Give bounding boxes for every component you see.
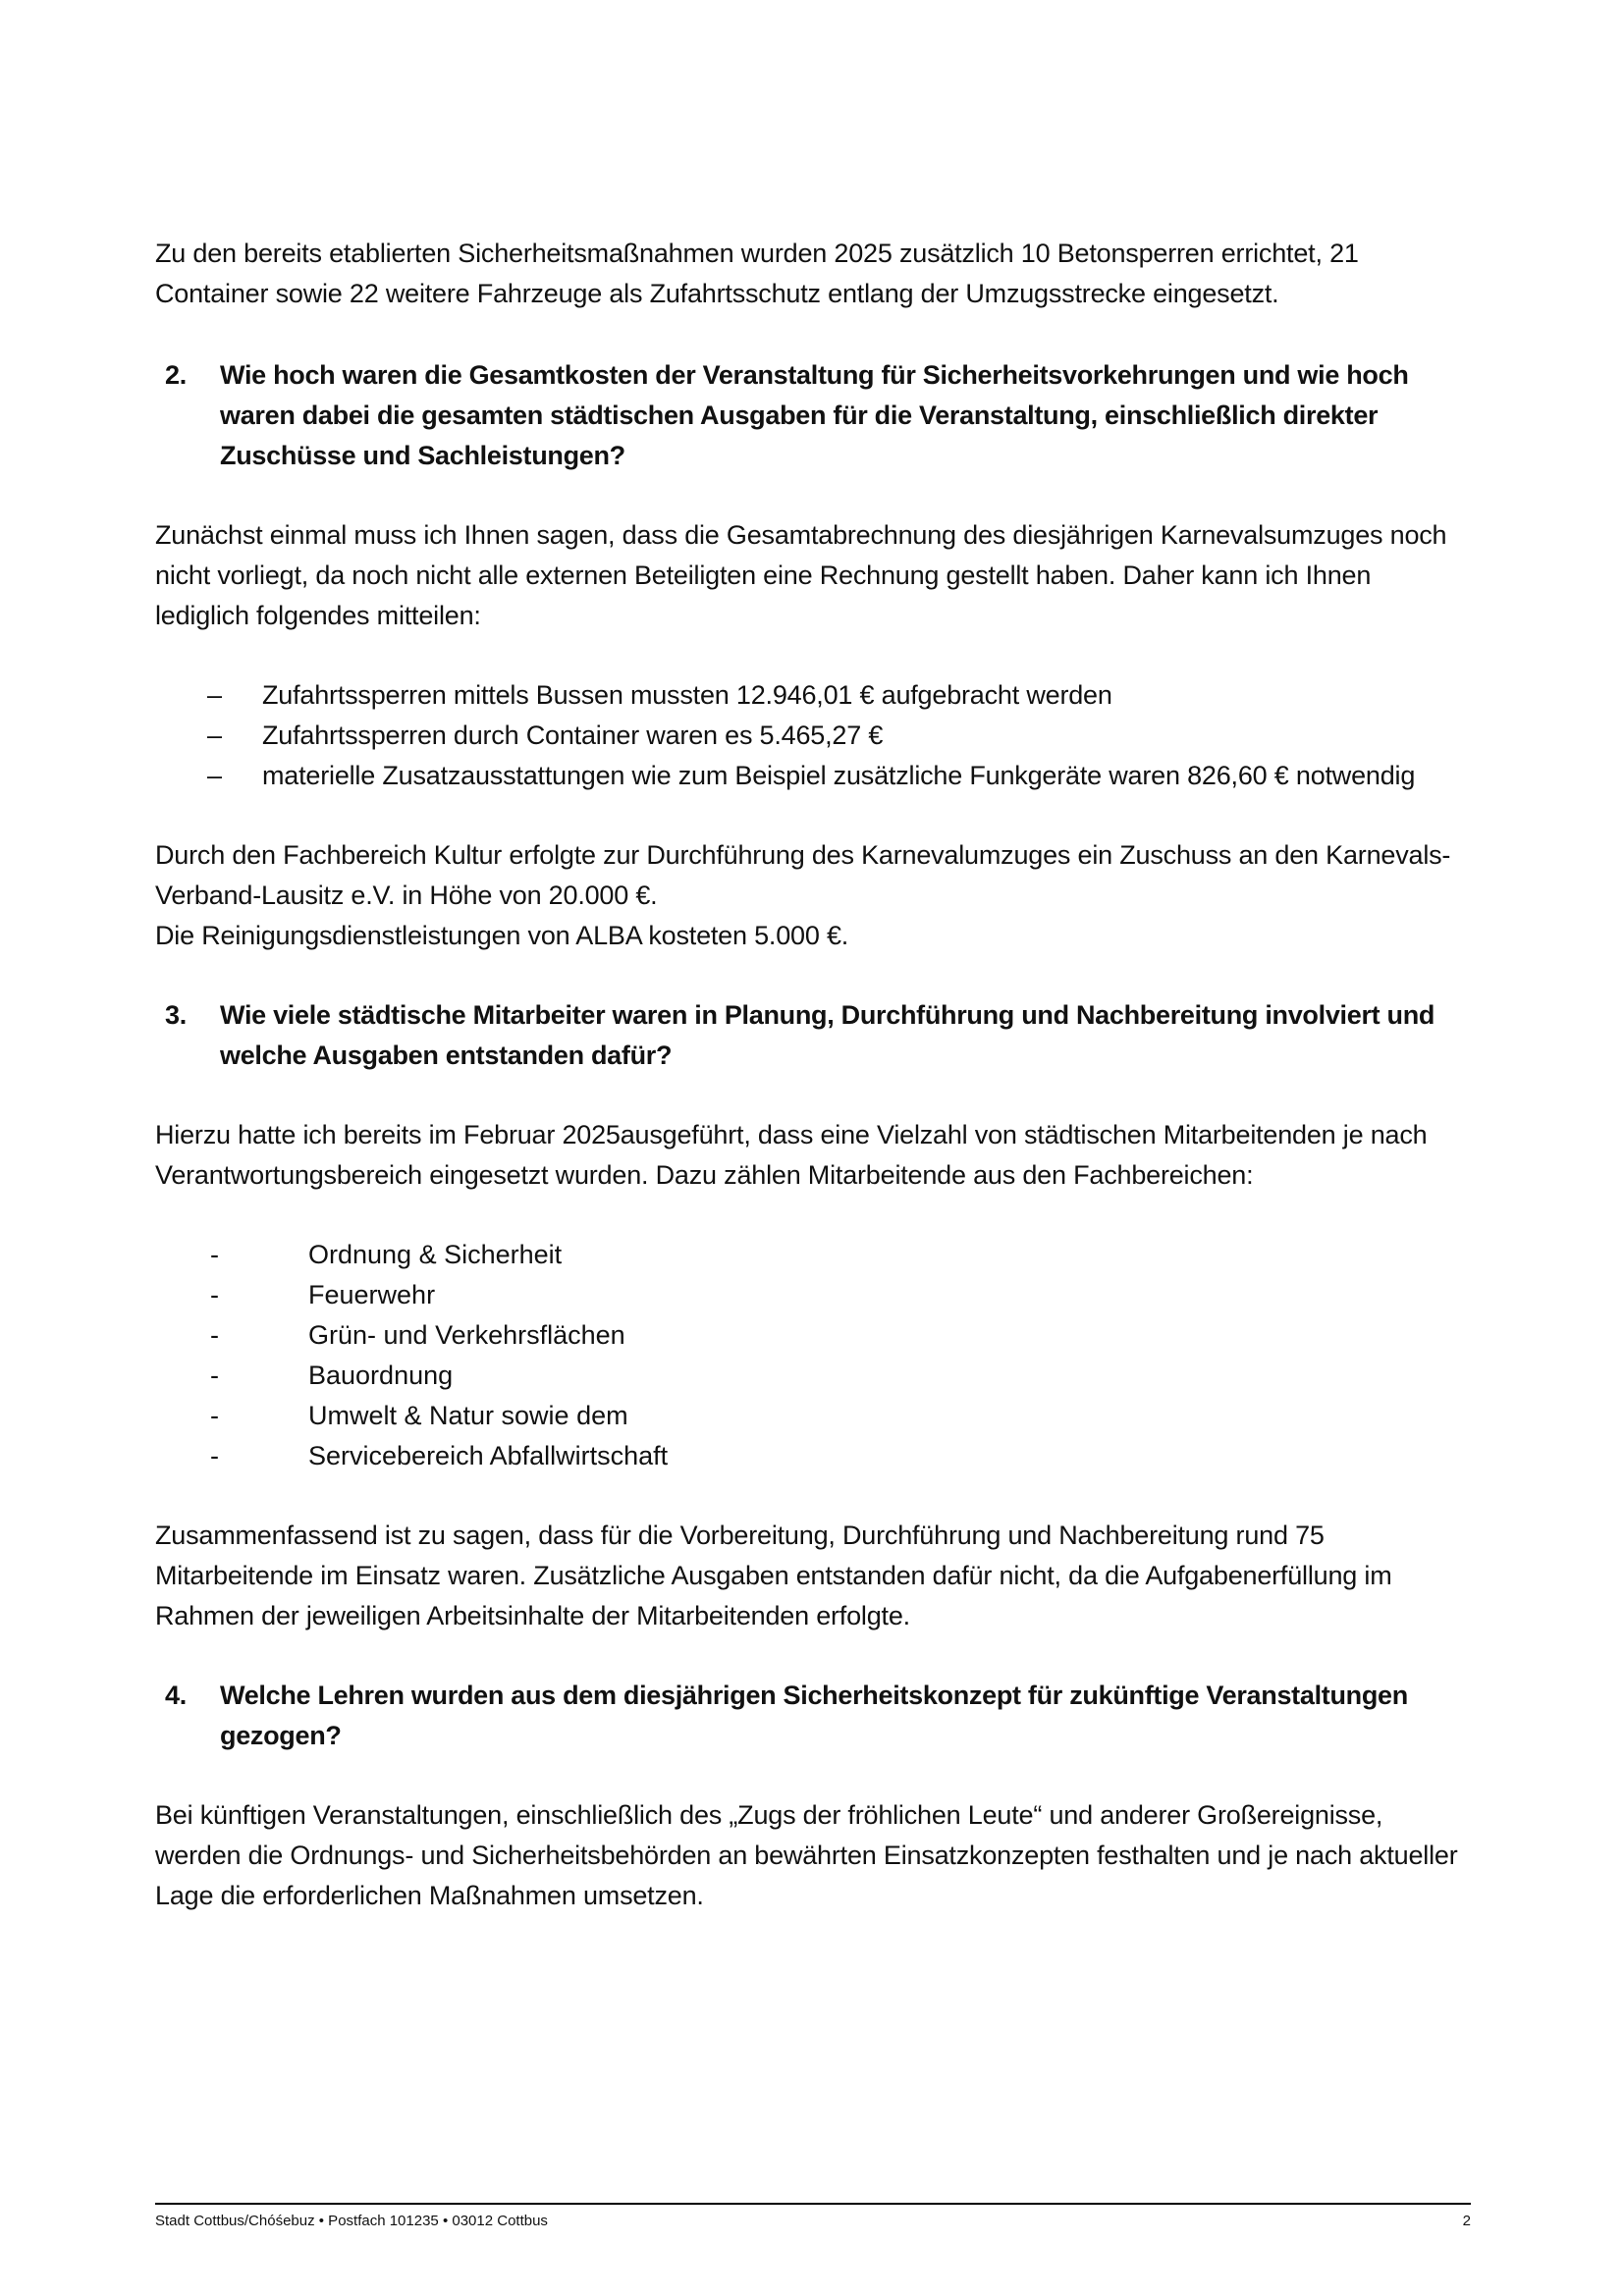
question-2 [155, 355, 1471, 476]
footer-address: Stadt Cottbus/Chóśebuz • Postfach 101235 • 03012 Cottbus [155, 2213, 548, 2229]
department-item [155, 1436, 1471, 1476]
list-dash: – [207, 761, 222, 790]
list-dash: - [210, 1441, 219, 1470]
department-text: Servicebereich Abfallwirtschaft [308, 1441, 669, 1470]
department-item [155, 1235, 1471, 1275]
cost-item-text: Zufahrtssperren durch Container waren es 5.465,27 € [262, 721, 884, 750]
department-text: Umwelt & Natur sowie dem [308, 1401, 628, 1430]
page-footer [155, 2203, 1471, 2229]
section-2 [155, 355, 1471, 956]
list-dash: - [210, 1320, 219, 1350]
list-dash: - [210, 1401, 219, 1430]
list-dash: - [210, 1280, 219, 1309]
section-3 [155, 995, 1471, 1636]
department-item [155, 1356, 1471, 1396]
cost-item-text: Zufahrtssperren mittels Bussen mussten 12.946,01 € aufgebracht werden [262, 680, 1112, 710]
document-page [155, 234, 1471, 1916]
department-text: Grün- und Verkehrsflächen [308, 1320, 625, 1350]
question-3 [155, 995, 1471, 1076]
department-text: Feuerwehr [308, 1280, 436, 1309]
question-text: Wie viele städtische Mitarbeiter waren in Planung, Durchführung und Nachbereitung involviert und welche Ausgaben entstanden dafür? [220, 1000, 1435, 1070]
section-4 [155, 1676, 1471, 1916]
question-number: 3. [165, 1000, 187, 1030]
department-item [155, 1315, 1471, 1356]
answer-intro: Hierzu hatte ich bereits im Februar 2025ausgeführt, dass eine Vielzahl von städtischen Mitarbeitenden je nach Verantwortungsbereich eingesetzt wurden. Dazu zählen Mitarbeitende aus den Fachbereichen: [155, 1120, 1428, 1190]
question-number: 2. [165, 360, 187, 390]
question-4 [155, 1676, 1471, 1756]
cost-item [155, 756, 1471, 796]
cost-item [155, 716, 1471, 756]
page-number: 2 [1462, 2213, 1471, 2229]
department-text: Ordnung & Sicherheit [308, 1240, 563, 1269]
answer-outro: Zusammenfassend ist zu sagen, dass für die Vorbereitung, Durchführung und Nachbereitung rund 75 Mitarbeitende im Einsatz waren. Zusätzliche Ausgaben entstanden dafür nicht, da die Aufgabenerfüllung im Rahmen der jeweiligen Arbeitsinhalte der Mitarbeitenden erfolgte. [155, 1521, 1392, 1630]
answer-outro-cleaning: Die Reinigungsdienstleistungen von ALBA kosteten 5.000 €. [155, 921, 849, 950]
list-dash: – [207, 721, 222, 750]
answer-outro-subsidy: Durch den Fachbereich Kultur erfolgte zur Durchführung des Karnevalumzuges ein Zuschuss an den Karnevals-Verband-Lausitz e.V. in Höhe von 20.000 €. [155, 840, 1451, 910]
question-text: Welche Lehren wurden aus dem diesjährigen Sicherheitskonzept für zukünftige Veranstaltungen gezogen? [220, 1681, 1408, 1750]
department-item [155, 1396, 1471, 1436]
department-text: Bauordnung [308, 1361, 454, 1390]
question-number: 4. [165, 1681, 187, 1710]
answer: Bei künftigen Veranstaltungen, einschließlich des „Zugs der fröhlichen Leute“ und anderer Großereignisse, werden die Ordnungs- und Sicherheitsbehörden an bewährten Einsatzkonzepten festhalten und je nach aktueller Lage die erforderlichen Maßnahmen umsetzen. [155, 1800, 1458, 1910]
answer-intro: Zunächst einmal muss ich Ihnen sagen, dass die Gesamtabrechnung des diesjährigen Karnevalsumzuges noch nicht vorliegt, da noch nicht alle externen Beteiligten eine Rechnung gestellt haben. Daher kann ich Ihnen lediglich folgendes mitteilen: [155, 520, 1447, 630]
department-list [155, 1235, 1471, 1476]
cost-item [155, 675, 1471, 716]
list-dash: – [207, 680, 222, 710]
department-item [155, 1275, 1471, 1315]
list-dash: - [210, 1361, 219, 1390]
cost-item-text: materielle Zusatzausstattungen wie zum Beispiel zusätzliche Funkgeräte waren 826,60 € notwendig [262, 761, 1416, 790]
question-text: Wie hoch waren die Gesamtkosten der Veranstaltung für Sicherheitsvorkehrungen und wie hoch waren dabei die gesamten städtischen Ausgaben für die Veranstaltung, einschließlich direkter Zuschüsse und Sachleistungen? [220, 360, 1409, 470]
cost-list [155, 675, 1471, 796]
intro-paragraph: Zu den bereits etablierten Sicherheitsmaßnahmen wurden 2025 zusätzlich 10 Betonsperren errichtet, 21 Container sowie 22 weitere Fahrzeuge als Zufahrtsschutz entlang der Umzugsstrecke eingesetzt. [155, 239, 1359, 308]
list-dash: - [210, 1240, 219, 1269]
